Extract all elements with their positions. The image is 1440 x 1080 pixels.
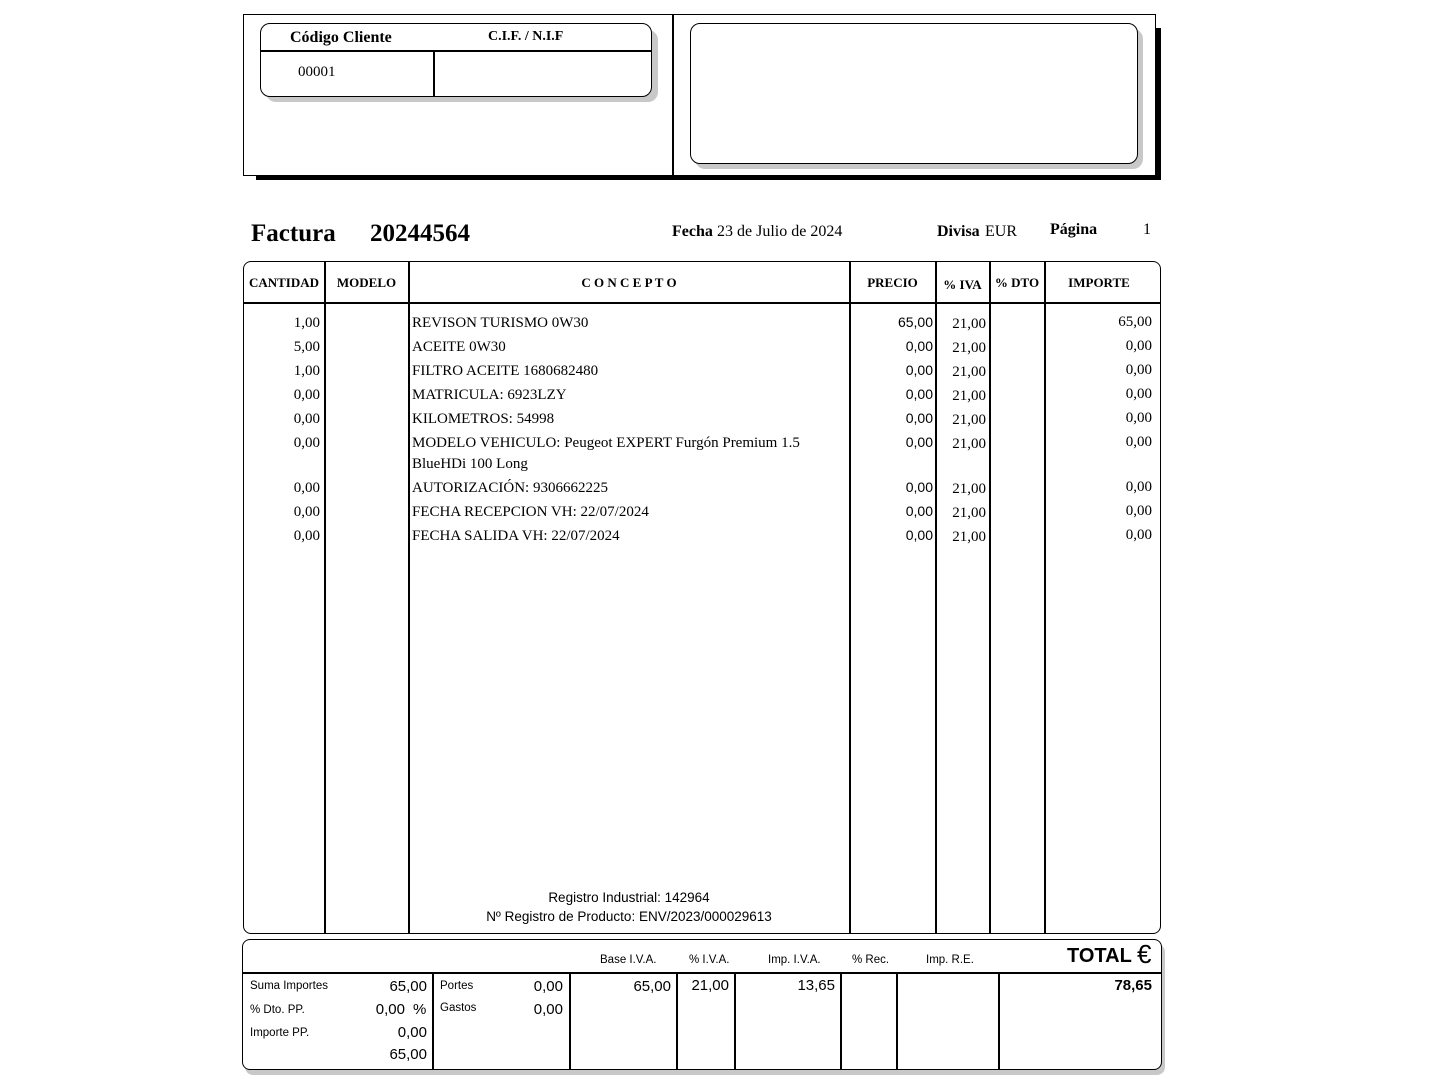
pct-iva-label: % I.V.A. [689, 954, 730, 966]
client-code-label: Código Cliente [290, 29, 392, 46]
suma-importes-label: Suma Importes [250, 980, 328, 992]
column-divider [324, 262, 326, 933]
imp-iva-value: 13,65 [797, 977, 835, 994]
gastos-value: 0,00 [533, 1001, 563, 1018]
cell-importe: 0,00 [1125, 434, 1152, 450]
cell-concepto: REVISON TURISMO 0W30 [412, 315, 589, 331]
header-iva: % IVA [943, 277, 982, 292]
portes-label: Portes [440, 980, 474, 992]
header-precio: PRECIO [867, 275, 918, 290]
cell-concepto: KILOMETROS: 54998 [412, 411, 555, 427]
euro-icon: € [1137, 939, 1152, 969]
importe-pp-label: Importe PP. [250, 1027, 310, 1039]
currency-label: Divisa [937, 223, 980, 240]
imp-re-label: Imp. R.E. [926, 954, 974, 966]
cell-precio: 0,00 [905, 503, 933, 519]
cell-cantidad: 0,00 [293, 411, 320, 427]
cell-concepto: MODELO VEHICULO: Peugeot EXPERT Furgón Premium 1.5 [412, 435, 800, 451]
cell-iva: 21,00 [952, 316, 986, 332]
cell-importe: 0,00 [1125, 479, 1152, 495]
items-table-header-divider [244, 302, 1160, 304]
pct-rec-label: % Rec. [852, 954, 890, 966]
portes-value: 0,00 [533, 978, 563, 995]
cell-cantidad: 0,00 [293, 387, 320, 403]
column-divider [1044, 262, 1046, 933]
cell-precio: 0,00 [905, 338, 933, 354]
cell-iva: 21,00 [952, 340, 986, 356]
cell-concepto-continuation: BlueHDi 100 Long [412, 456, 528, 472]
client-box-divider [433, 51, 435, 97]
header-importe: IMPORTE [1068, 275, 1130, 290]
column-divider [408, 262, 410, 933]
cell-iva: 21,00 [952, 412, 986, 428]
totals-divider [676, 973, 678, 1069]
totals-divider [998, 973, 1000, 1069]
cell-importe: 0,00 [1125, 503, 1152, 519]
client-box-divider [261, 50, 651, 52]
header-shadow [256, 176, 1161, 180]
pct-iva-value: 21,00 [691, 977, 729, 994]
cell-precio: 0,00 [905, 410, 933, 426]
total-label: TOTAL [1067, 945, 1132, 967]
header-divider [672, 14, 674, 176]
cell-concepto: FECHA RECEPCION VH: 22/07/2024 [412, 504, 649, 520]
column-divider [849, 262, 851, 933]
cell-importe: 0,00 [1125, 410, 1152, 426]
cell-concepto: AUTORIZACIÓN: 9306662225 [412, 480, 608, 496]
cell-concepto: ACEITE 0W30 [412, 339, 506, 355]
totals-divider [896, 973, 898, 1069]
date-value: 23 de Julio de 2024 [717, 223, 843, 240]
base-iva-value: 65,00 [633, 978, 671, 995]
totals-header-divider [243, 972, 1161, 974]
header-concepto: C O N C E P T O [581, 275, 677, 290]
client-code-value: 00001 [298, 64, 336, 80]
cell-importe: 0,00 [1125, 338, 1152, 354]
cell-precio: 0,00 [905, 434, 933, 450]
column-divider [935, 262, 937, 933]
totals-divider [840, 973, 842, 1069]
page-value: 1 [1143, 221, 1151, 238]
cell-importe: 65,00 [1118, 314, 1152, 330]
currency-value: EUR [985, 223, 1017, 240]
cell-importe: 0,00 [1125, 386, 1152, 402]
cell-cantidad: 1,00 [293, 363, 320, 379]
registro-industrial: Registro Industrial: 142964 [548, 890, 710, 905]
totals-divider [569, 973, 571, 1069]
header-cantidad: CANTIDAD [248, 275, 320, 290]
cell-concepto: FILTRO ACEITE 1680682480 [412, 363, 599, 379]
suma-importes-value: 65,00 [389, 978, 427, 995]
cell-precio: 65,00 [897, 314, 933, 330]
address-box [690, 23, 1138, 164]
dto-pp-value: 0,00 [375, 1001, 405, 1018]
cell-cantidad: 0,00 [293, 504, 320, 520]
cell-cantidad: 1,00 [293, 315, 320, 331]
cell-iva: 21,00 [952, 529, 986, 545]
header-modelo: MODELO [336, 275, 397, 290]
registro-producto: Nº Registro de Producto: ENV/2023/000029613 [486, 909, 772, 924]
header-dto: % DTO [994, 275, 1040, 290]
column-divider [989, 262, 991, 933]
cell-iva: 21,00 [952, 436, 986, 452]
cell-importe: 0,00 [1125, 527, 1152, 543]
cell-concepto: MATRICULA: 6923LZY [412, 387, 567, 403]
cell-iva: 21,00 [952, 481, 986, 497]
cell-cantidad: 5,00 [293, 339, 320, 355]
totals-divider [734, 973, 736, 1069]
imp-iva-label: Imp. I.V.A. [768, 954, 821, 966]
invoice-number: 20244564 [370, 220, 470, 247]
cell-cantidad: 0,00 [293, 528, 320, 544]
date-label: Fecha [672, 223, 713, 240]
subtotal-value: 65,00 [389, 1046, 427, 1063]
total-value: 78,65 [1114, 977, 1152, 994]
header-shadow [1156, 28, 1161, 180]
cell-precio: 0,00 [905, 479, 933, 495]
cell-precio: 0,00 [905, 362, 933, 378]
cell-concepto: FECHA SALIDA VH: 22/07/2024 [412, 528, 620, 544]
dto-pp-percent: % [413, 1001, 427, 1018]
page-label: Página [1050, 221, 1098, 238]
dto-pp-label: % Dto. PP. [250, 1004, 305, 1016]
cell-iva: 21,00 [952, 505, 986, 521]
gastos-label: Gastos [440, 1002, 477, 1014]
totals-divider [432, 973, 434, 1069]
client-nif-label: C.I.F. / N.I.F [488, 29, 564, 44]
cell-precio: 0,00 [905, 386, 933, 402]
cell-iva: 21,00 [952, 364, 986, 380]
cell-precio: 0,00 [905, 527, 933, 543]
cell-cantidad: 0,00 [293, 480, 320, 496]
cell-cantidad: 0,00 [293, 435, 320, 451]
base-iva-label: Base I.V.A. [600, 954, 657, 966]
cell-importe: 0,00 [1125, 362, 1152, 378]
importe-pp-value: 0,00 [397, 1024, 427, 1041]
invoice-title: Factura [251, 220, 336, 247]
cell-iva: 21,00 [952, 388, 986, 404]
